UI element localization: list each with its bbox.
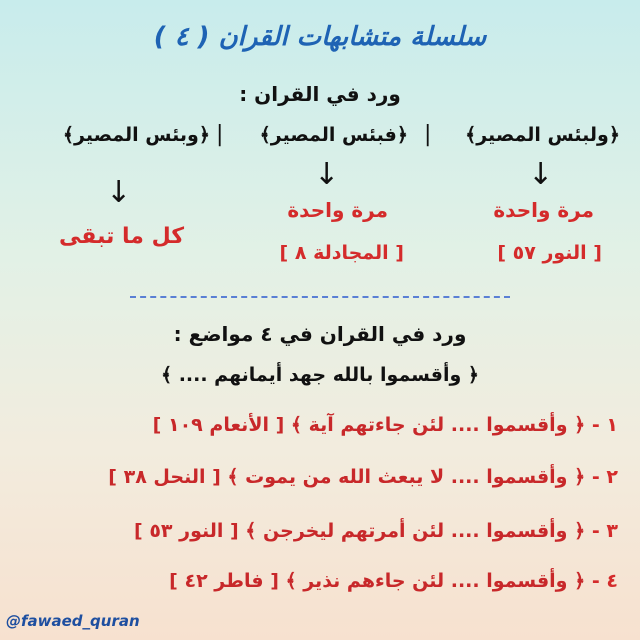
down-arrow-icon: ↓ <box>314 157 340 192</box>
ref-walabisa: [ النور ٥٧ ] <box>497 242 602 264</box>
item-number: ٢ - <box>591 466 618 488</box>
item-number: ٣ - <box>591 520 618 542</box>
section-divider <box>130 296 510 298</box>
phrase-walabisa: ﴿ولبئس المصير﴾ <box>465 124 620 146</box>
phrase-wabisa: ﴿وبئس المصير﴾ <box>62 124 210 146</box>
item-text: ﴿ وأقسموا .... لئن جاءتهم آية ﴾ [ الأنعام ١٠٩ ] <box>152 414 586 436</box>
list-item <box>153 414 618 436</box>
count-wabisa: كل ما تبقى <box>59 224 184 249</box>
list-item <box>108 466 618 488</box>
down-arrow-icon: ↓ <box>106 175 132 210</box>
down-arrow-icon: ↓ <box>528 157 554 192</box>
list-item <box>134 520 618 542</box>
section1-intro: ورد في القران : <box>239 82 401 106</box>
phrase-fabisa: ﴿فبئس المصير﴾ <box>259 124 408 146</box>
ref-fabisa: [ المجادلة ٨ ] <box>279 242 404 264</box>
item-number: ٤ - <box>591 570 618 592</box>
count-walabisa: مرة واحدة <box>493 198 594 222</box>
count-fabisa: مرة واحدة <box>287 198 388 222</box>
list-item <box>169 570 618 592</box>
section2-intro: ورد في القران في ٤ مواضع : <box>173 322 467 346</box>
item-text: ﴿ وأقسموا .... لئن جاءهم نذير ﴾ [ فاطر ٤٢ ] <box>169 570 586 592</box>
page-title: سلسلة متشابهات القران ( ٤ ) <box>153 22 487 52</box>
column-separator: | <box>424 122 432 147</box>
column-separator: | <box>216 122 224 147</box>
main-verse: ﴿ وأقسموا بالله جهد أيمانهم .... ﴾ <box>160 364 480 386</box>
item-number: ١ - <box>591 414 618 436</box>
item-text: ﴿ وأقسموا .... لئن أمرتهم ليخرجن ﴾ [ النور ٥٣ ] <box>134 520 586 542</box>
item-text: ﴿ وأقسموا .... لا يبعث الله من يموت ﴾ [ النحل ٣٨ ] <box>108 466 586 488</box>
social-handle: @fawaed_quran <box>6 612 140 630</box>
